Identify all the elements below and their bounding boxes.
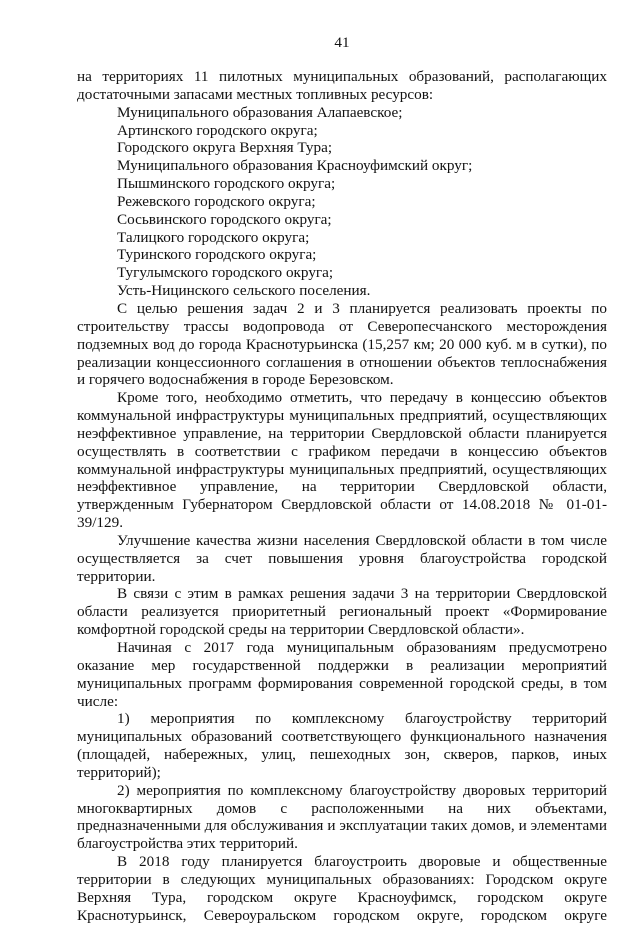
list-item: Артинского городского округа; [117, 121, 318, 139]
list-item: Режевского городского округа; [117, 192, 316, 210]
list-item: Усть-Ницинского сельского поселения. [117, 282, 371, 300]
paragraph-water-pipeline: С целью решения задач 2 и 3 планируется реализовать проекты по строительству трассы водопровода от Северопесчанского месторождения подземных вод до города Краснотурьинска (15,257 км; 20 000 куб. м в сутки), по реализации концессионного соглашения в отношении объектов теплоснабжения и горячего водоснабжения в городе Березовском. [77, 299, 607, 389]
list-item: Туринского городского округа; [117, 246, 317, 264]
paragraph-item-2: 2) мероприятия по комплексному благоустройству дворовых территорий многоквартирных домов с расположенными на них объектами, предназначенными для обслуживания и эксплуатации таких домов, и элементами благоустройства этих территорий. [77, 781, 607, 853]
document-page [77, 34, 607, 925]
list-item: Муниципального образования Красноуфимский округ; [117, 157, 473, 175]
paragraph-state-support: Начиная с 2017 года муниципальным образованиям предусмотрено оказание мер государственной поддержки в реализации мероприятий муниципальных программ формирования современной городской среды, в том числе: [77, 639, 607, 710]
list-item: Сосьвинского городского округа; [117, 210, 332, 228]
paragraph-item-1: 1) мероприятия по комплексному благоустройству территорий муниципальных образований соответствующего функционального назначения (площадей, набережных, улиц, пешеходных зон, скверов, парков, иных территорий); [77, 710, 607, 781]
intro-paragraph: на территориях 11 пилотных муниципальных образований, располагающих достаточными запасами местных топливных ресурсов: [77, 68, 607, 103]
paragraph-quality-of-life: Улучшение качества жизни населения Свердловской области в том числе осуществляется за счет повышения уровня благоустройства городской территории. [77, 531, 607, 585]
list-item: Пышминского городского округа; [117, 175, 336, 193]
list-item: Талицкого городского округа; [117, 228, 310, 246]
municipality-list [77, 104, 607, 300]
list-item: Тугулымского городского округа; [117, 264, 334, 282]
paragraph-concession: Кроме того, необходимо отметить, что передачу в концессию объектов коммунальной инфраструктуры муниципальных предприятий, осуществляющих неэффективное управление, на территории Свердловской области планируется осуществлять в соответствии с графиком передачи в концессию объектов коммунальной инфраструктуры муниципальных предприятий, осуществляющих неэффективное управление, на территории Свердловской области, утвержденным Губернатором Свердловской области от 14.08.2018 № 01-01-39/129. [77, 389, 607, 532]
list-item: Муниципального образования Алапаевское; [117, 103, 403, 121]
page-number: 41 [334, 34, 350, 51]
list-item: Городского округа Верхняя Тура; [117, 139, 333, 157]
paragraph-priority-project: В связи с этим в рамках решения задачи 3 на территории Свердловской области реализуется приоритетный региональный проект «Формирование комфортной городской среды на территории Свердловской области». [77, 585, 607, 639]
paragraph-2018-plan: В 2018 году планируется благоустроить дворовые и общественные территории в следующих муниципальных образованиях: Городском округе Верхняя Тура, городском округе Красноуфимск, городском округе Краснотурьинск, Североуральском городском округе, городском округе [77, 853, 607, 924]
